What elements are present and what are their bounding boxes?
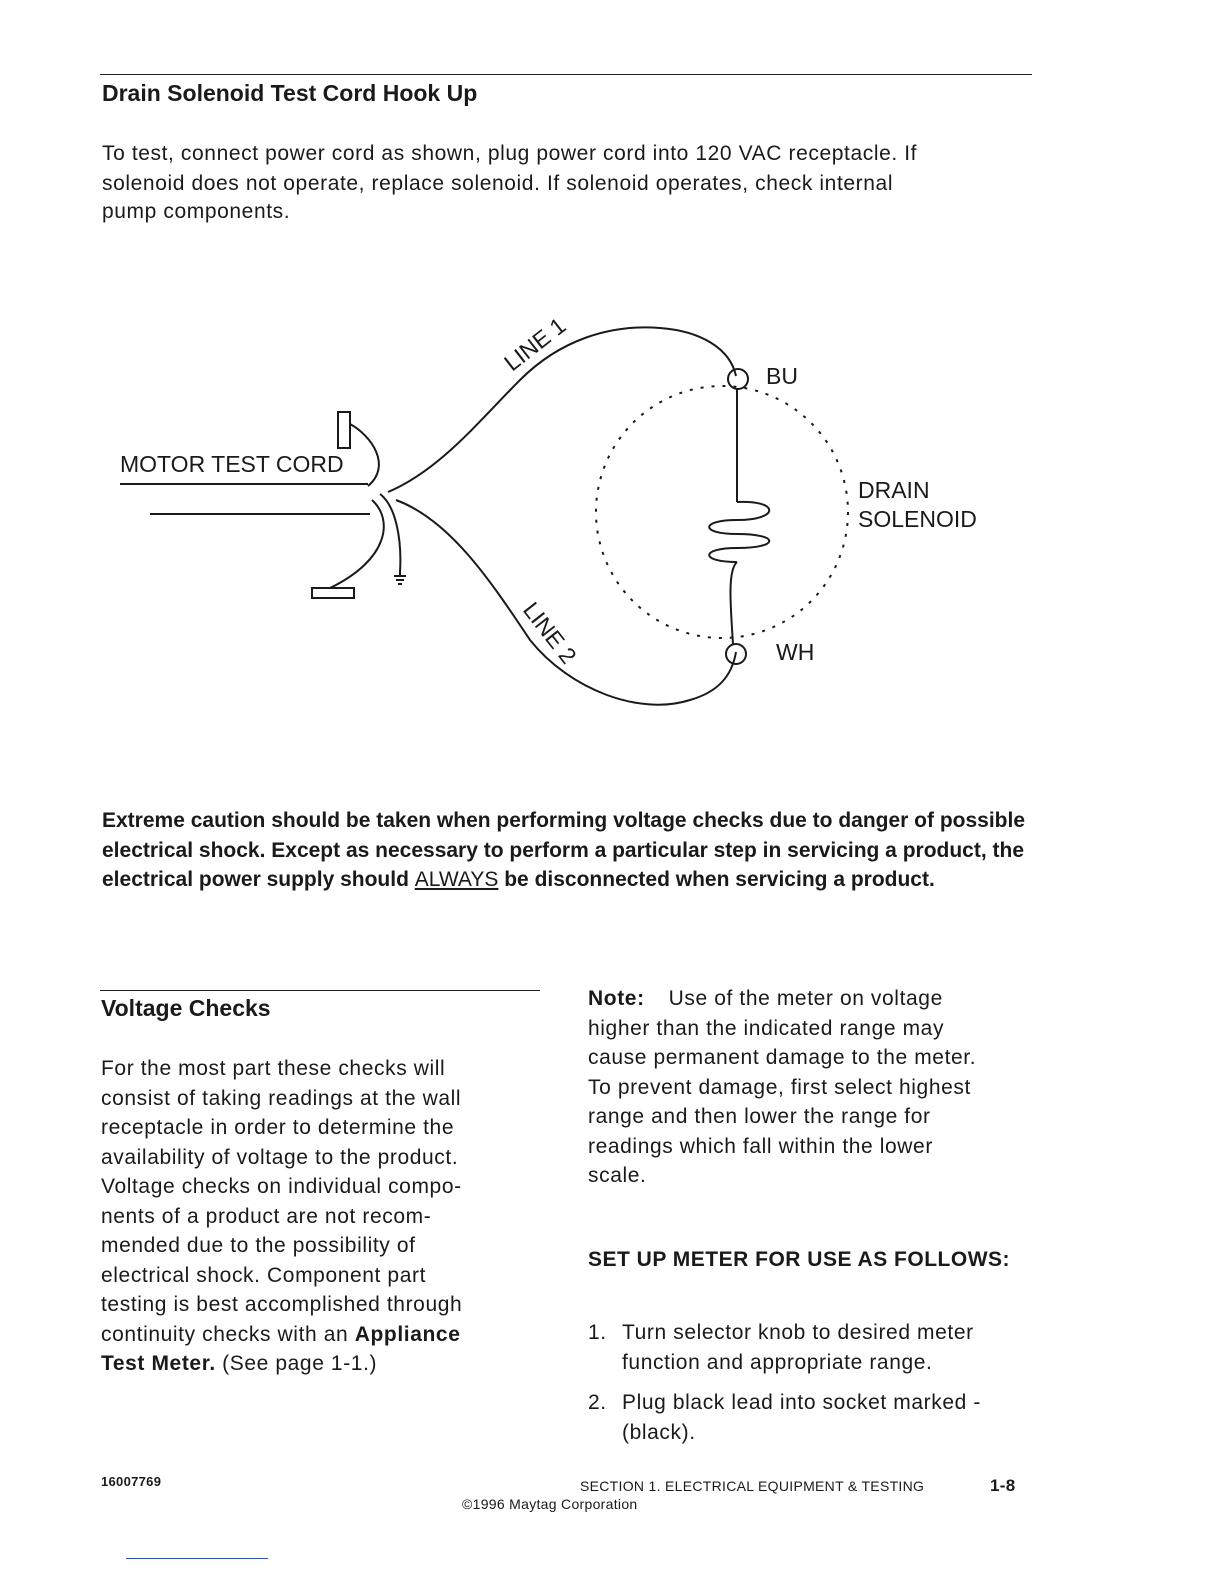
step-line: Turn selector knob to desired meter (622, 1321, 974, 1344)
note-line: readings which fall within the lower (588, 1134, 933, 1158)
copyright: ©1996 Maytag Corporation (462, 1496, 638, 1512)
vc-line: Voltage checks on individual compo- (101, 1175, 462, 1198)
line1-wire (388, 327, 736, 492)
note-line: scale. (588, 1164, 647, 1187)
note-label: Note: (588, 987, 645, 1010)
solenoid-coil-icon (709, 502, 769, 562)
vc-line: electrical shock. Component part (101, 1263, 427, 1287)
plug-bottom-prong-icon (312, 588, 354, 598)
vc-line: receptacle in order to determine the (101, 1116, 455, 1139)
drain-solenoid-outline (596, 386, 848, 638)
terminal-wh-label: WH (776, 639, 815, 665)
line2-wire (396, 500, 736, 705)
caution-text-start: Extreme caution should be taken when performing voltage checks due to danger of possible electrical shock. Except as necessary to perform a particular step in servicing a product, the electrical power supply should (102, 809, 1026, 891)
appliance-term: Appliance (354, 1322, 461, 1346)
note-block (588, 984, 1033, 1191)
page-number: 1-8 (990, 1476, 1016, 1495)
vc-line: consist of taking readings at the wall (101, 1086, 462, 1110)
footer-section: SECTION 1. ELECTRICAL EQUIPMENT & TESTING (580, 1478, 925, 1494)
step-line: function and appropriate range. (622, 1350, 933, 1374)
solenoid-lower-lead (730, 562, 737, 644)
ground-icon (394, 572, 406, 584)
solenoid-label: SOLENOID (858, 506, 977, 532)
vc-line: testing is best accomplished through (101, 1293, 463, 1316)
step-line: (black). (622, 1420, 696, 1444)
setup-step-1 (588, 1318, 1032, 1377)
intro-line-3: pump components. (102, 200, 291, 223)
plug-upper-curve (350, 424, 379, 486)
motor-test-cord-label: MOTOR TEST CORD (120, 451, 344, 477)
setup-step-2 (588, 1388, 1032, 1447)
vc-line: For the most part these checks will (101, 1057, 446, 1080)
caution-paragraph (102, 806, 1037, 895)
intro-line-2: solenoid does not operate, replace solenoid. If solenoid operates, check internal (102, 172, 894, 195)
vc-line: continuity checks with an Appliance (101, 1322, 461, 1346)
caution-text-end: be disconnected when servicing a product. (498, 868, 935, 891)
doc-number: 16007769 (101, 1474, 162, 1489)
vc-line: Test Meter. (See page 1-1.) (101, 1352, 378, 1375)
step-line: Plug black lead into socket marked - (622, 1391, 981, 1414)
step-number: 2. (588, 1391, 607, 1414)
setup-heading: SET UP METER FOR USE AS FOLLOWS: (588, 1248, 1011, 1271)
voltage-checks-title: Voltage Checks (101, 995, 271, 1021)
footer-link-line (126, 1558, 268, 1559)
drain-label: DRAIN (858, 477, 930, 503)
intro-line-1: To test, connect power cord as shown, plug power cord into 120 VAC receptacle. If (102, 142, 918, 165)
vc-line: availability of voltage to the product. (101, 1145, 459, 1169)
vc-line: mended due to the possibility of (101, 1234, 416, 1257)
terminal-bu-icon (728, 369, 748, 389)
note-line: cause permanent damage to the meter. (588, 1046, 977, 1069)
note-line: range and then lower the range for (588, 1105, 931, 1128)
note-line: To prevent damage, first select highest (588, 1075, 971, 1099)
voltage-checks-rule (100, 990, 540, 991)
note-line: higher than the indicated range may (588, 1016, 945, 1040)
line1-label: LINE 1 (499, 312, 571, 376)
line2-label: LINE 2 (518, 597, 582, 669)
step-number: 1. (588, 1321, 607, 1344)
section-title: Drain Solenoid Test Cord Hook Up (102, 80, 478, 106)
caution-emphasis: ALWAYS (414, 868, 499, 891)
terminal-bu-label: BU (766, 363, 798, 389)
voltage-checks-body (101, 1054, 541, 1379)
plug-top-prong-icon (338, 412, 350, 448)
test-meter-term: Test Meter. (101, 1352, 216, 1375)
vc-line: nents of a product are not recom- (101, 1204, 432, 1228)
note-first-line: Note: Use of the meter on voltage (588, 987, 943, 1010)
